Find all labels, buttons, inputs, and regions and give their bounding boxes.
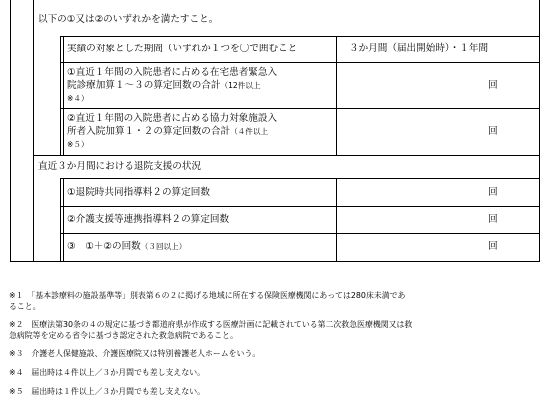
header-row-top	[60, 36, 540, 37]
nested-left-rule-a	[60, 36, 61, 155]
criterion-2-unit: 回	[488, 126, 498, 137]
criterion-2-inline-note: （４件以上	[230, 127, 269, 136]
criterion-2-line-2	[67, 127, 268, 137]
bottom-rule	[10, 261, 540, 262]
discharge-row-2-unit: 回	[488, 214, 498, 225]
criterion-2-line-1: ②直近１年間の入院患者に占める協力対象施設入	[67, 113, 278, 124]
note-3: ※３ 介護老人保健施設、介護医療院又は特別養護老人ホームをいう。	[9, 349, 261, 358]
right-rule	[539, 0, 540, 262]
criterion-1-note: ※４）	[67, 94, 89, 103]
discharge-divider-2	[60, 233, 540, 234]
section-divider	[33, 155, 540, 156]
discharge-row-3-text: ③ ①＋②の回数	[67, 241, 141, 252]
criterion-1-line-2	[67, 81, 261, 91]
note-1-line-2: ること。	[9, 302, 41, 311]
discharge-heading: 直近３か月間における退院支援の状況	[38, 161, 202, 172]
discharge-divider-1	[60, 206, 540, 207]
discharge-row-3-sub: （３回以上）	[140, 242, 187, 251]
criterion-2-text: 所者入院加算１・２の算定回数の合計	[67, 126, 231, 137]
inner-left-rule	[33, 0, 34, 261]
value-column-rule-top	[336, 36, 337, 155]
criterion-2-note: ※５）	[67, 140, 89, 149]
value-column-rule-bottom	[336, 178, 337, 261]
note-2-line-1: ※２ 医療法第30条の４の規定に基づき都道府県が作成する医療計画に記載されている第二次救急医療機関又は救	[9, 320, 413, 329]
criterion-1-unit: 回	[488, 80, 498, 91]
note-5: ※５ 届出時は１件以上／３か月間でも差し支えない。	[9, 387, 205, 396]
discharge-row-1-label: ①退院時共同指導料２の算定回数	[67, 187, 210, 198]
note-1-line-1: ※１ 「基本診療料の施設基準等」別表第６の２に掲げる地域に所在する保険医療機関にあっては280床未満であ	[9, 291, 406, 300]
table-heading: 以下の①又は②のいずれかを満たすこと。	[38, 14, 219, 25]
discharge-row-1-unit: 回	[488, 187, 498, 198]
note-4: ※４ 届出時は４件以上／３か月間でも差し支えない。	[9, 368, 205, 377]
discharge-row-3-label	[67, 242, 186, 252]
period-label: 実績の対象とした期間（いずれか１つを〇で囲むこと	[67, 44, 298, 54]
discharge-left-b	[63, 178, 64, 261]
criteria-divider	[60, 108, 540, 109]
nested-left-rule-b	[63, 36, 64, 155]
header-row-bottom	[60, 62, 540, 63]
period-value: ３か月間（届出開始時）・１年間	[349, 43, 489, 54]
discharge-top	[60, 178, 540, 179]
criterion-1-text: 院診療加算１～３の算定回数の合計	[67, 80, 221, 91]
note-2-line-2: 急病院等を定める省令に基づき認定された救急病院であること。	[9, 331, 238, 340]
discharge-left-a	[60, 178, 61, 261]
outer-left-rule	[10, 0, 11, 261]
discharge-row-2-label: ②介護支援等連携指導料２の算定回数	[67, 214, 230, 225]
discharge-row-3-unit: 回	[488, 241, 498, 252]
criterion-1-inline-note: （12件以上	[220, 81, 261, 90]
criterion-1-line-1: ①直近１年間の入院患者に占める在宅患者緊急入	[67, 67, 278, 78]
